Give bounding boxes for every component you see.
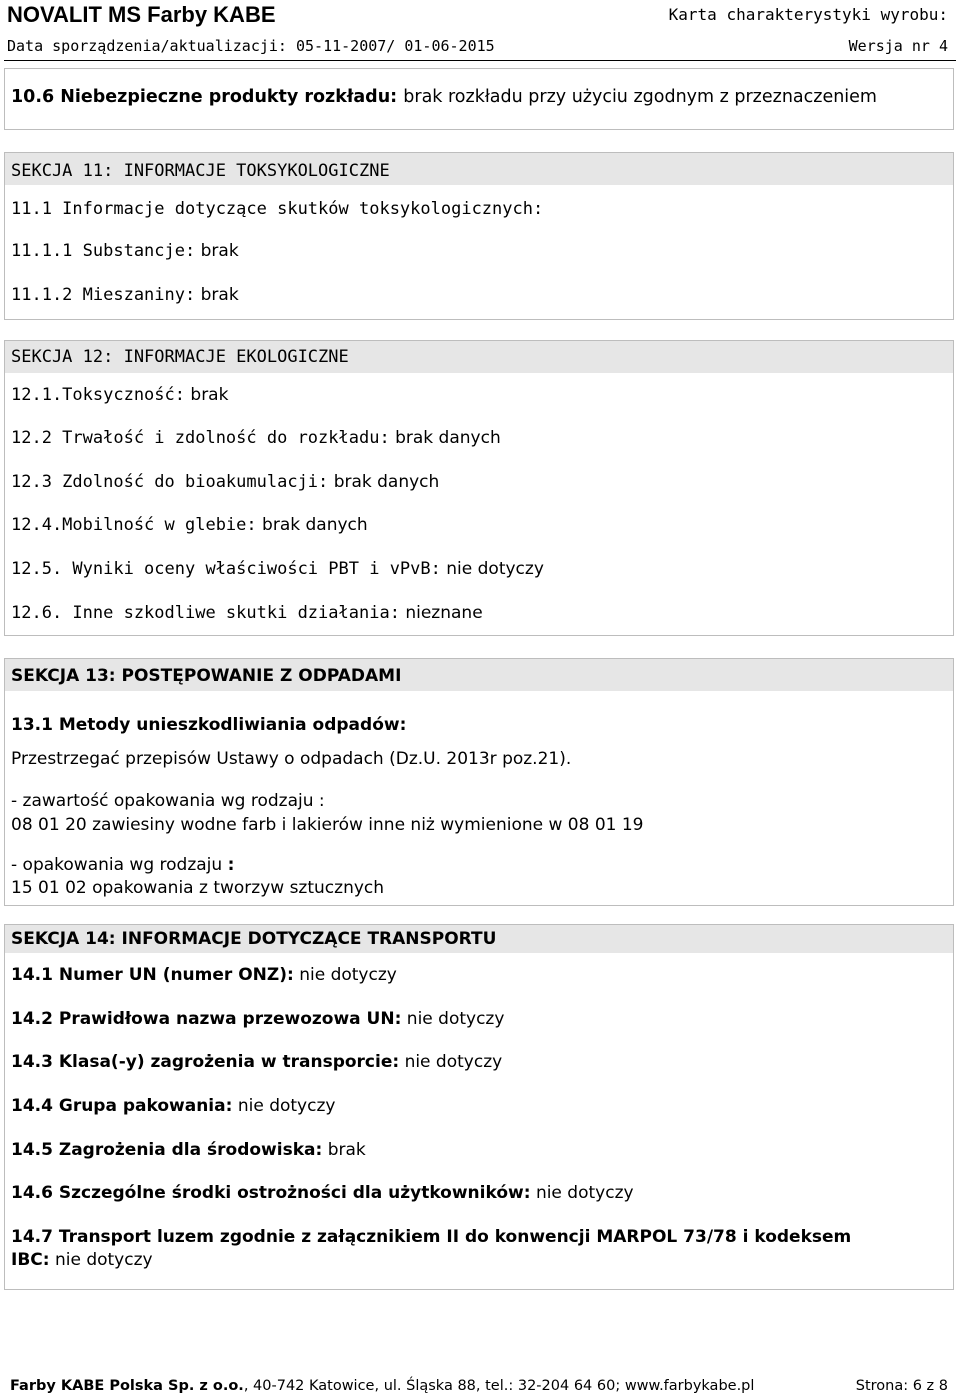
label-12-1: 12.1.Toksyczność:	[11, 385, 185, 405]
line-12-4	[11, 515, 368, 535]
line-11-1: 11.1 Informacje dotyczące skutków toksykologicznych:	[11, 199, 544, 219]
value-14-3: nie dotyczy	[404, 1052, 503, 1072]
label-12-5: 12.5. Wyniki oceny właściwości PBT i vPvB:	[11, 559, 441, 579]
value-12-1: brak	[190, 385, 229, 405]
section-13-heading: SEKCJA 13: POSTĘPOWANIE Z ODPADAMI	[11, 666, 402, 686]
value-14-2: nie dotyczy	[406, 1009, 505, 1029]
label-14-6: 14.6 Szczególne środki ostrożności dla użytkowników:	[11, 1183, 531, 1203]
section-13-box	[4, 658, 954, 906]
label-11-1-2: 11.1.2 Mieszaniny:	[11, 285, 196, 305]
label-14-1: 14.1 Numer UN (numer ONZ):	[11, 965, 294, 985]
label-14-7-ibc: IBC:	[11, 1250, 50, 1270]
value-14-1: nie dotyczy	[299, 965, 397, 985]
colon-13-5: :	[227, 855, 235, 875]
value-10-6: brak rozkładu przy użyciu zgodnym z przeznaczeniem	[403, 87, 877, 107]
line-12-2	[11, 428, 501, 448]
line-14-5	[11, 1140, 366, 1160]
section-12-heading: SEKCJA 12: INFORMACJE EKOLOGICZNE	[11, 347, 349, 367]
line-13-2: Przestrzegać przepisów Ustawy o odpadach (Dz.U. 2013r poz.21).	[11, 749, 572, 769]
line-11-1-2	[11, 285, 239, 305]
document-type: Karta charakterystyki wyrobu:	[668, 5, 948, 24]
section-14-box	[4, 924, 954, 1290]
line-14-6	[11, 1183, 634, 1203]
footer-company-name: Farby KABE Polska Sp. z o.o.	[10, 1378, 244, 1394]
page-number: Strona: 6 z 8	[855, 1378, 948, 1394]
line-12-1	[11, 385, 228, 405]
label-11-1-1: 11.1.1 Substancje:	[11, 241, 196, 261]
label-14-4: 14.4 Grupa pakowania:	[11, 1096, 233, 1116]
value-11-1-1: brak	[200, 241, 239, 261]
section-10-6-box	[4, 68, 954, 130]
line-14-1	[11, 965, 397, 985]
footer-address: , 40-742 Katowice, ul. Śląska 88, tel.: 32-204 64 60; www.farbykabe.pl	[243, 1378, 755, 1394]
value-14-5: brak	[327, 1140, 366, 1160]
line-12-3	[11, 472, 439, 492]
value-12-5: nie dotyczy	[446, 559, 544, 579]
section-12-box	[4, 340, 954, 636]
line-11-1-1	[11, 241, 239, 261]
label-12-4: 12.4.Mobilność w glebie:	[11, 515, 257, 535]
value-12-6: nieznane	[405, 603, 483, 623]
document-version: Wersja nr 4	[848, 37, 948, 55]
line-14-4	[11, 1096, 335, 1116]
document-title: NOVALIT MS Farby KABE	[7, 2, 276, 27]
line-12-5	[11, 559, 544, 579]
label-12-3: 12.3 Zdolność do bioakumulacji:	[11, 472, 329, 492]
value-14-6: nie dotyczy	[535, 1183, 634, 1203]
section-14-heading: SEKCJA 14: INFORMACJE DOTYCZĄCE TRANSPORTU	[11, 929, 497, 949]
value-11-1-2: brak	[200, 285, 239, 305]
value-14-4: nie dotyczy	[237, 1096, 336, 1116]
line-10-6	[11, 87, 877, 107]
label-13-5: - opakowania wg rodzaju	[11, 855, 228, 875]
label-14-3: 14.3 Klasa(-y) zagrożenia w transporcie:	[11, 1052, 400, 1072]
document-date: Data sporządzenia/aktualizacji: 05-11-2007/ 01-06-2015	[7, 37, 495, 55]
line-13-4: 08 01 20 zawiesiny wodne farb i lakierów inne niż wymienione w 08 01 19	[11, 815, 644, 835]
line-13-3: - zawartość opakowania wg rodzaju :	[11, 791, 325, 811]
line-14-7: 14.7 Transport luzem zgodnie z załącznikiem II do konwencji MARPOL 73/78 i kodeksem	[11, 1227, 852, 1247]
label-12-6: 12.6. Inne szkodliwe skutki działania:	[11, 603, 400, 623]
header-divider	[4, 60, 956, 61]
line-12-6	[11, 603, 483, 623]
label-10-6: 10.6 Niebezpieczne produkty rozkładu:	[11, 87, 398, 107]
line-14-7-cont	[11, 1250, 153, 1270]
line-13-6: 15 01 02 opakowania z tworzyw sztucznych	[11, 878, 385, 898]
line-14-3	[11, 1052, 502, 1072]
footer-company	[10, 1378, 754, 1394]
section-11-heading: SEKCJA 11: INFORMACJE TOKSYKOLOGICZNE	[11, 161, 390, 181]
label-14-2: 14.2 Prawidłowa nazwa przewozowa UN:	[11, 1009, 402, 1029]
line-14-2	[11, 1009, 504, 1029]
label-12-2: 12.2 Trwałość i zdolność do rozkładu:	[11, 428, 390, 448]
value-12-2: brak danych	[395, 428, 501, 448]
line-13-5	[11, 855, 234, 875]
value-12-3: brak danych	[333, 472, 440, 492]
line-13-1: 13.1 Metody unieszkodliwiania odpadów:	[11, 715, 407, 735]
label-14-5: 14.5 Zagrożenia dla środowiska:	[11, 1140, 323, 1160]
value-12-4: brak danych	[262, 515, 368, 535]
section-11-box	[4, 152, 954, 320]
value-14-7: nie dotyczy	[54, 1250, 153, 1270]
